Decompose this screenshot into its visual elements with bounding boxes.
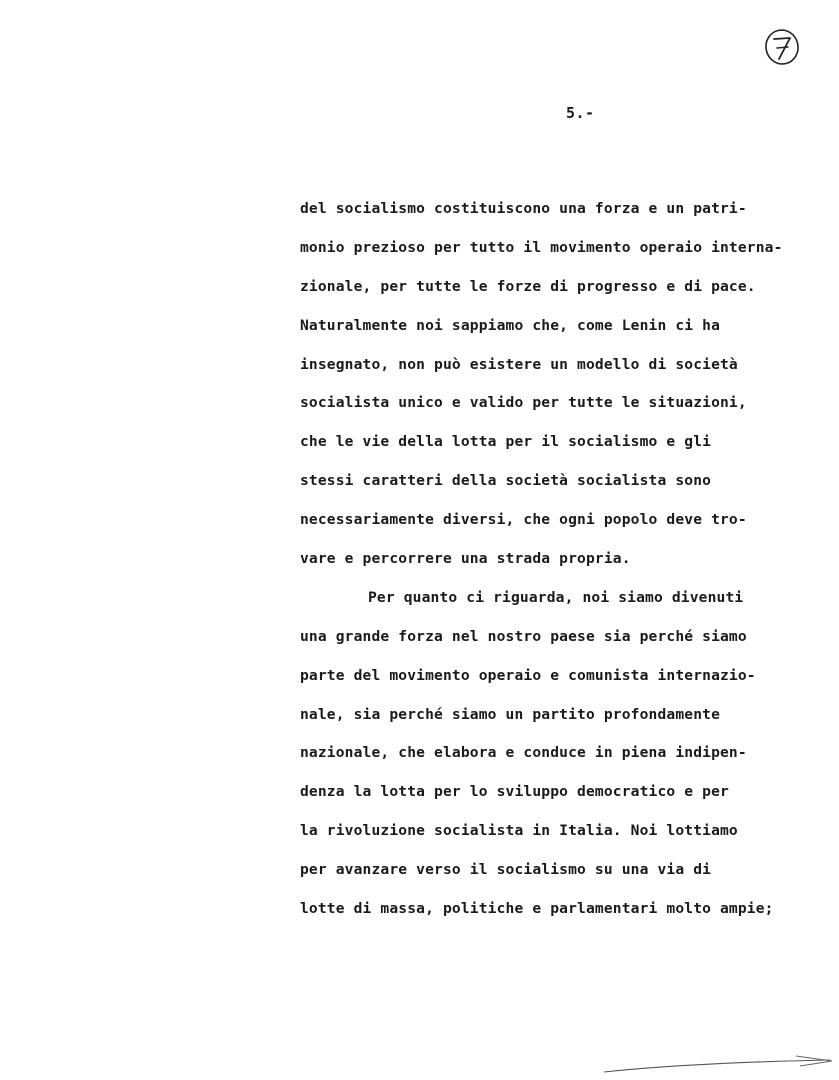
text-line: denza la lotta per lo sviluppo democratico e per xyxy=(300,783,729,801)
text-line: la rivoluzione socialista in Italia. Noi lottiamo xyxy=(300,822,738,840)
text-line: vare e percorrere una strada propria. xyxy=(300,550,631,568)
pencil-stroke-mark xyxy=(600,1040,835,1080)
text-line: socialista unico e valido per tutte le situazioni, xyxy=(300,394,747,412)
text-line: che le vie della lotta per il socialismo e gli xyxy=(300,433,712,451)
body-text xyxy=(300,198,830,937)
paragraph-first-line: Per quanto ci riguarda, noi siamo divenuti xyxy=(368,588,744,606)
text-line: del socialismo costituiscono una forza e un patri- xyxy=(300,200,747,217)
text-line: lotte di massa, politiche e parlamentari molto ampie; xyxy=(300,900,774,918)
text-line: nazionale, che elabora e conduce in piena indipen- xyxy=(300,744,747,762)
text-line: Naturalmente noi sappiamo che, come Lenin ci ha xyxy=(300,316,721,334)
page-number: 5.- xyxy=(566,104,595,122)
text-line: una grande forza nel nostro paese sia perché siamo xyxy=(300,627,747,645)
circled-number-icon xyxy=(762,26,802,68)
handwritten-folio-mark xyxy=(762,26,802,68)
text-line: necessariamente diversi, che ogni popolo deve tro- xyxy=(300,511,747,529)
text-line: zionale, per tutte le forze di progresso e di pace. xyxy=(300,277,756,295)
pencil-stroke-icon xyxy=(600,1040,835,1080)
text-line: per avanzare verso il socialismo su una via di xyxy=(300,861,712,879)
text-line: insegnato, non può esistere un modello di società xyxy=(300,355,738,373)
text-line: nale, sia perché siamo un partito profondamente xyxy=(300,705,721,723)
text-line: parte del movimento operaio e comunista internazio- xyxy=(300,666,756,684)
text-line: stessi caratteri della società socialista sono xyxy=(300,472,712,490)
text-line: monio prezioso per tutto il movimento operaio interna- xyxy=(300,238,783,256)
